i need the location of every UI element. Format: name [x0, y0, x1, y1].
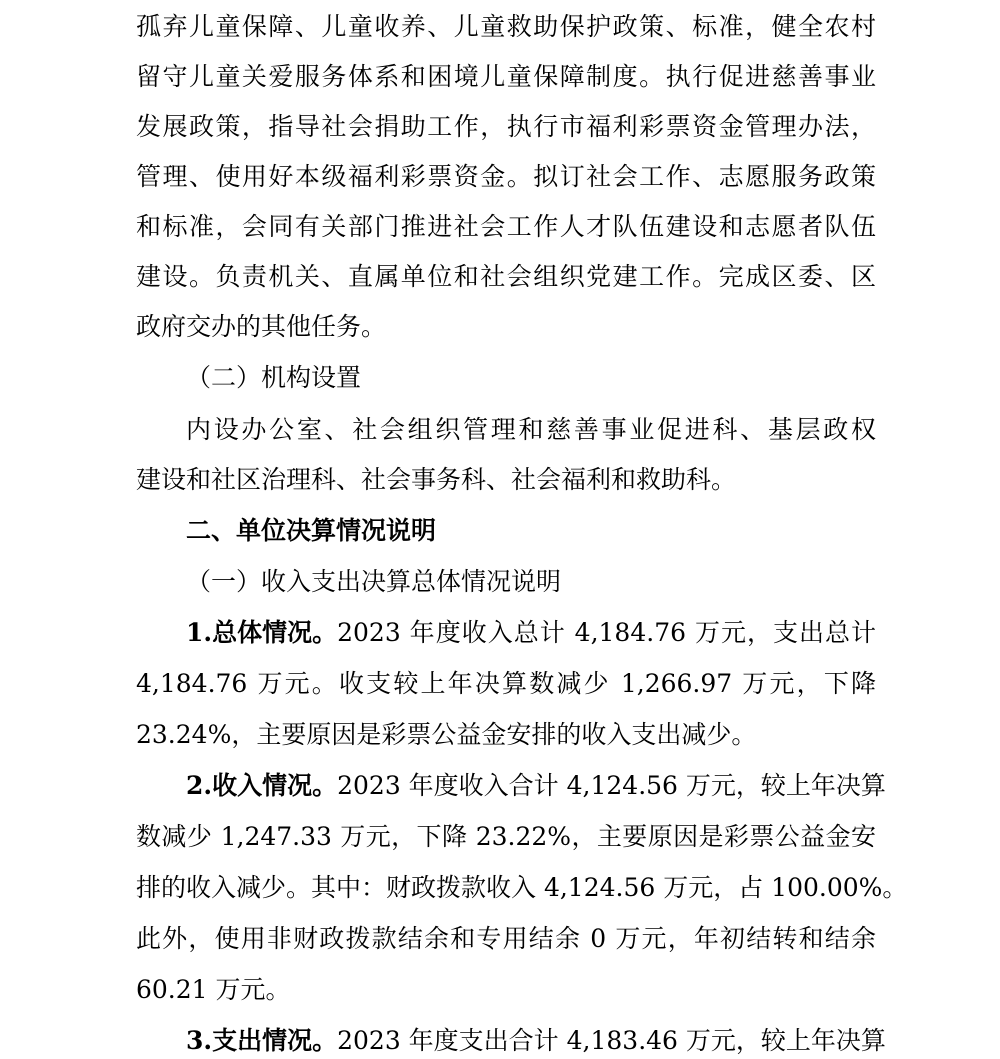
text-line: 排的收入减少。其中：财政拨款收入 4,124.56 万元，占 100.00%。: [136, 873, 908, 902]
text-line: 60.21 万元。: [136, 975, 291, 1004]
text-line: 发展政策，指导社会捐助工作，执行市福利彩票资金管理办法，: [136, 112, 876, 141]
text-line: [186, 769, 886, 803]
section-heading: 二、单位决算情况说明: [186, 516, 437, 545]
text-line: 内设办公室、社会组织管理和慈善事业促进科、基层政权: [186, 415, 876, 444]
text-line: 数减少 1,247.33 万元，下降 23.22%，主要原因是彩票公益金安: [136, 822, 876, 851]
text-line: 4,184.76 万元。收支较上年决算数减少 1,266.97 万元，下降: [136, 669, 876, 698]
subheading-income-expense: （一）收入支出决算总体情况说明: [186, 567, 562, 596]
lead-label: 3.支出情况。: [186, 1026, 338, 1055]
text-line: 23.24%，主要原因是彩票公益金安排的收入支出减少。: [136, 720, 757, 749]
text-line: 管理、使用好本级福利彩票资金。拟订社会工作、志愿服务政策: [136, 162, 876, 191]
text-line: 此外，使用非财政拨款结余和专用结余 0 万元，年初结转和结余: [136, 924, 876, 953]
text-segment: 2023 年度支出合计 4,183.46 万元，较上年决算: [337, 1026, 886, 1055]
text-line: 建设。负责机关、直属单位和社会组织党建工作。完成区委、区: [136, 262, 876, 291]
lead-label: 2.收入情况。: [186, 771, 338, 800]
text-line: 建设和社区治理科、社会事务科、社会福利和救助科。: [136, 465, 737, 494]
text-line: 政府交办的其他任务。: [136, 312, 387, 341]
subheading-institution: （二）机构设置: [186, 363, 362, 392]
text-segment: 2023 年度收入合计 4,124.56 万元，较上年决算: [337, 771, 886, 800]
text-line: [186, 616, 876, 650]
text-line: 孤弃儿童保障、儿童收养、儿童救助保护政策、标准，健全农村: [136, 12, 876, 41]
text-line: 和标准，会同有关部门推进社会工作人才队伍建设和志愿者队伍: [136, 212, 876, 241]
text-segment: 2023 年度收入总计 4,184.76 万元，支出总计: [337, 618, 876, 647]
text-line: [186, 1024, 886, 1058]
text-line: 留守儿童关爱服务体系和困境儿童保障制度。执行促进慈善事业: [136, 62, 876, 91]
lead-label: 1.总体情况。: [186, 618, 338, 647]
